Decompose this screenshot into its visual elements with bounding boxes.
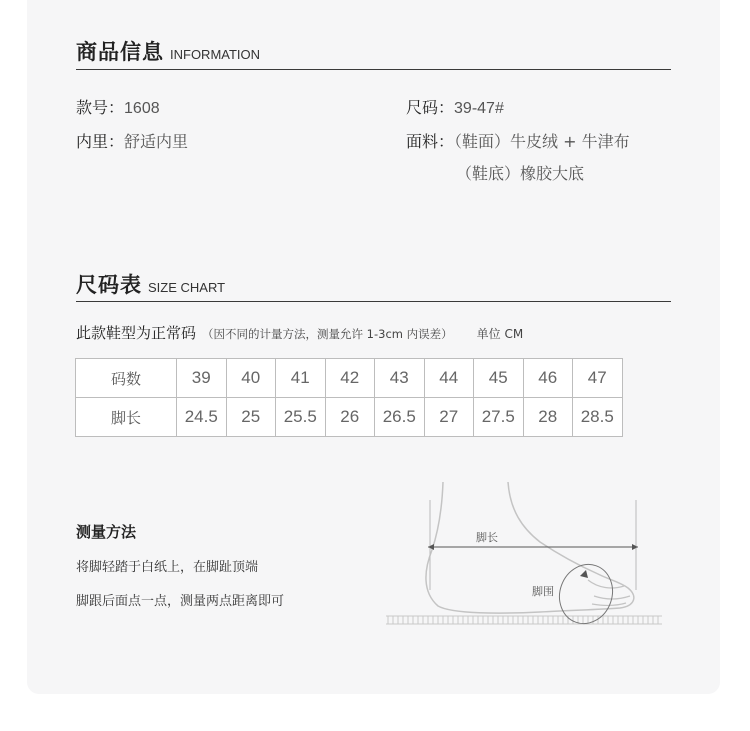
size-range-row: [406, 95, 504, 118]
lining-value: 舒适内里: [124, 132, 189, 151]
size-cell: 44: [424, 359, 474, 398]
size-unit: 单位 CM: [476, 327, 524, 341]
girth-arrow-head: [580, 570, 588, 578]
size-cell: 46: [523, 359, 573, 398]
toes-outline: [588, 580, 630, 605]
foot-length-row-header: 脚长: [76, 398, 177, 437]
size-cell: 41: [276, 359, 326, 398]
size-cell: 39: [177, 359, 227, 398]
length-arrow-right-head: [632, 544, 638, 550]
model-value: 1608: [124, 100, 160, 117]
size-title-en: SIZE CHART: [148, 280, 226, 295]
measure-title: 测量方法: [76, 523, 137, 541]
size-cell: 47: [573, 359, 623, 398]
foot-length-cell: 26: [325, 398, 375, 437]
ground-hatch: [386, 616, 662, 624]
size-cell: 43: [375, 359, 425, 398]
info-section-title: [76, 36, 260, 66]
foot-length-cell: 25: [226, 398, 276, 437]
size-cell: 40: [226, 359, 276, 398]
foot-length-row: [76, 398, 623, 437]
size-section-title: [76, 269, 225, 299]
material-sole-row: [456, 161, 584, 184]
size-range-label: 尺码：: [406, 98, 455, 117]
info-title-en: INFORMATION: [170, 47, 261, 62]
foot-length-cell: 26.5: [375, 398, 425, 437]
model-label: 款号：: [76, 98, 125, 117]
size-cell: 45: [474, 359, 524, 398]
lining-row: [76, 129, 188, 152]
size-range-value: 39-47#: [454, 100, 504, 117]
size-title-cn: 尺码表: [76, 273, 142, 297]
size-table: [75, 358, 623, 437]
size-note-sub: （因不同的计量方法，测量允许 1-3cm 内误差）: [202, 327, 453, 341]
girth-label: 脚围: [532, 585, 554, 598]
material-upper: （鞋面）牛皮绒 + 牛津布: [454, 132, 630, 151]
foot-length-cell: 28: [523, 398, 573, 437]
size-row-header: 码数: [76, 359, 177, 398]
material-row: [406, 129, 630, 152]
size-note: [76, 322, 523, 343]
foot-outline: [426, 482, 634, 613]
foot-length-cell: 24.5: [177, 398, 227, 437]
length-arrow-left-head: [428, 544, 434, 550]
foot-length-cell: 28.5: [573, 398, 623, 437]
measure-line-2: 脚跟后面点一点，测量两点距离即可: [76, 594, 285, 609]
lining-label: 内里：: [76, 132, 125, 151]
foot-length-cell: 25.5: [276, 398, 326, 437]
material-label: 面料：: [406, 132, 455, 151]
measure-line-1: 将脚轻踏于白纸上，在脚趾顶端: [76, 560, 259, 575]
size-divider: [76, 301, 671, 302]
size-row: [76, 359, 623, 398]
foot-length-cell: 27: [424, 398, 474, 437]
info-divider: [76, 69, 671, 70]
info-title-cn: 商品信息: [76, 40, 164, 64]
length-label: 脚长: [476, 531, 498, 544]
size-cell: 42: [325, 359, 375, 398]
size-note-main: 此款鞋型为正常码: [76, 324, 197, 342]
foot-measure-diagram: [380, 470, 670, 640]
model-row: [76, 95, 160, 118]
foot-length-cell: 27.5: [474, 398, 524, 437]
material-sole: （鞋底）橡胶大底: [456, 164, 585, 183]
